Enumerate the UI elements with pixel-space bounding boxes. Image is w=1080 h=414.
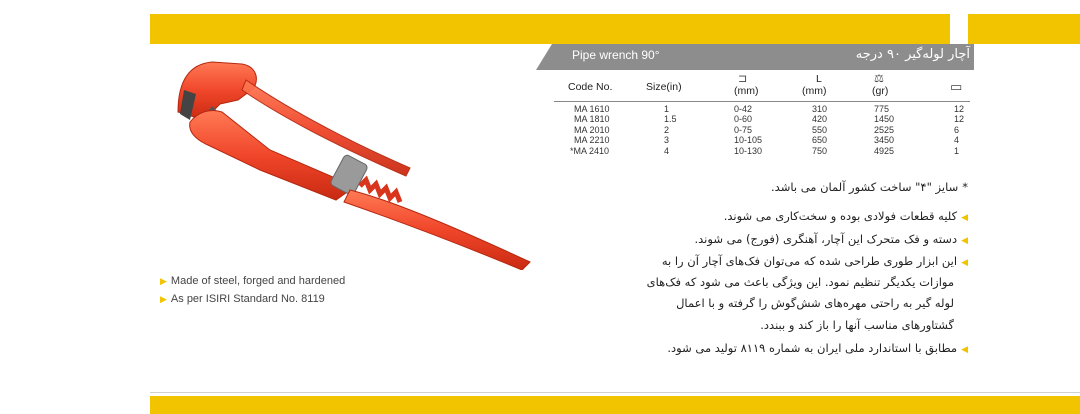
note-star: * bbox=[962, 180, 968, 194]
header-bar-notch bbox=[536, 44, 552, 70]
table-cell: 4925 bbox=[874, 145, 895, 156]
bullet-triangle-icon: ◀ bbox=[961, 213, 968, 223]
top-yellow-band-right bbox=[968, 14, 1080, 44]
table-cell: 4 bbox=[954, 135, 960, 146]
table-cell: MA 2210 bbox=[574, 135, 610, 146]
bottom-divider bbox=[150, 392, 1080, 393]
table-cell: 3450 bbox=[874, 135, 895, 146]
table-cell: 1 bbox=[954, 145, 960, 156]
feature-en-1: ▶ Made of steel, forged and hardened bbox=[160, 275, 346, 287]
col-length bbox=[812, 104, 827, 156]
feature-fa-4: ◀مطابق با استاندارد ملی ایران به شماره ۸۱۱۹ تولید می شود. bbox=[667, 341, 968, 355]
table-cell: 12 bbox=[954, 104, 965, 114]
table-cell: 775 bbox=[874, 104, 890, 114]
bullet-triangle-icon: ▶ bbox=[160, 294, 167, 304]
table-cell: 0-60 bbox=[734, 114, 753, 125]
col-header-length: L bbox=[816, 73, 822, 85]
table-cell: 2 bbox=[664, 124, 670, 135]
table-header-divider bbox=[554, 101, 970, 102]
box-quantity-icon: ▭ bbox=[950, 80, 963, 95]
product-title-en: Pipe wrench 90° bbox=[572, 48, 660, 62]
table-cell: 3 bbox=[664, 135, 670, 146]
table-cell: 1450 bbox=[874, 114, 895, 125]
feature-fa-3c: لوله گیر به راحتی مهره‌های شش‌گوش را گرفته و با اعمال bbox=[676, 296, 954, 310]
bullet-triangle-icon: ◀ bbox=[961, 345, 968, 355]
table-cell: 550 bbox=[812, 124, 828, 135]
table-cell: 4 bbox=[664, 145, 670, 156]
bullet-triangle-icon: ▶ bbox=[160, 276, 167, 286]
bullet-triangle-icon: ◀ bbox=[961, 236, 968, 246]
table-cell: 2525 bbox=[874, 124, 895, 135]
col-header-size: Size(in) bbox=[646, 81, 682, 93]
size-note bbox=[771, 180, 968, 194]
pipe-wrench-image bbox=[150, 50, 560, 270]
table-cell: 1 bbox=[664, 104, 670, 114]
feature-fa-3d: گشتاورهای مناسب آنها را باز کند و ببندد. bbox=[760, 318, 954, 332]
table-cell: 0-42 bbox=[734, 104, 753, 114]
col-code bbox=[570, 104, 610, 156]
feature-fa-2: ◀دسته و فک متحرک این آچار، آهنگری (فورج) می شوند. bbox=[694, 232, 968, 246]
table-cell: 0-75 bbox=[734, 124, 753, 135]
col-qty bbox=[954, 104, 964, 156]
col-header-weight-unit: (gr) bbox=[872, 85, 889, 97]
table-cell: 12 bbox=[954, 114, 965, 125]
feature-fa-1: ◀کلیه قطعات فولادی بوده و سخت‌کاری می شوند. bbox=[723, 209, 968, 223]
bottom-yellow-band bbox=[150, 396, 1080, 414]
product-title-fa: آچار لوله‌گیر ۹۰ درجه bbox=[855, 47, 970, 62]
col-header-length-unit: (mm) bbox=[802, 85, 827, 97]
table-cell: 1.5 bbox=[664, 114, 677, 125]
feature-fa-3: ◀این ابزار طوری طراحی شده که می‌توان فک‌های آچار آن را به bbox=[661, 254, 968, 268]
col-opening bbox=[734, 104, 762, 156]
table-cell: 420 bbox=[812, 114, 828, 125]
table-cell: 10-130 bbox=[734, 145, 763, 156]
table-cell: 6 bbox=[954, 124, 960, 135]
table-cell: 310 bbox=[812, 104, 828, 114]
table-cell: MA 2010 bbox=[574, 124, 610, 135]
table-cell: 750 bbox=[812, 145, 828, 156]
bullet-triangle-icon: ◀ bbox=[961, 258, 968, 268]
top-yellow-band bbox=[150, 14, 950, 44]
table-cell: MA 1810 bbox=[574, 114, 610, 125]
feature-en-2: ▶ As per ISIRI Standard No. 8119 bbox=[160, 293, 325, 305]
col-weight bbox=[874, 104, 894, 156]
table-cell: 10-105 bbox=[734, 135, 763, 146]
col-header-code: Code No. bbox=[568, 81, 613, 93]
table-cell: *MA 2410 bbox=[570, 145, 610, 156]
note-text: سایز "۴" ساخت کشور آلمان می باشد. bbox=[771, 180, 959, 194]
feature-fa-3b: موازات یکدیگر تنظیم نمود. این ویژگی باعث می شود که فک‌های bbox=[646, 275, 954, 289]
col-header-opening-unit: (mm) bbox=[734, 85, 759, 97]
jaw-opening-icon: ⊐ bbox=[738, 72, 748, 85]
table-cell: 650 bbox=[812, 135, 828, 146]
table-cell: MA 1610 bbox=[574, 104, 610, 114]
weight-scale-icon: ⚖ bbox=[874, 72, 884, 85]
col-size bbox=[664, 104, 677, 156]
